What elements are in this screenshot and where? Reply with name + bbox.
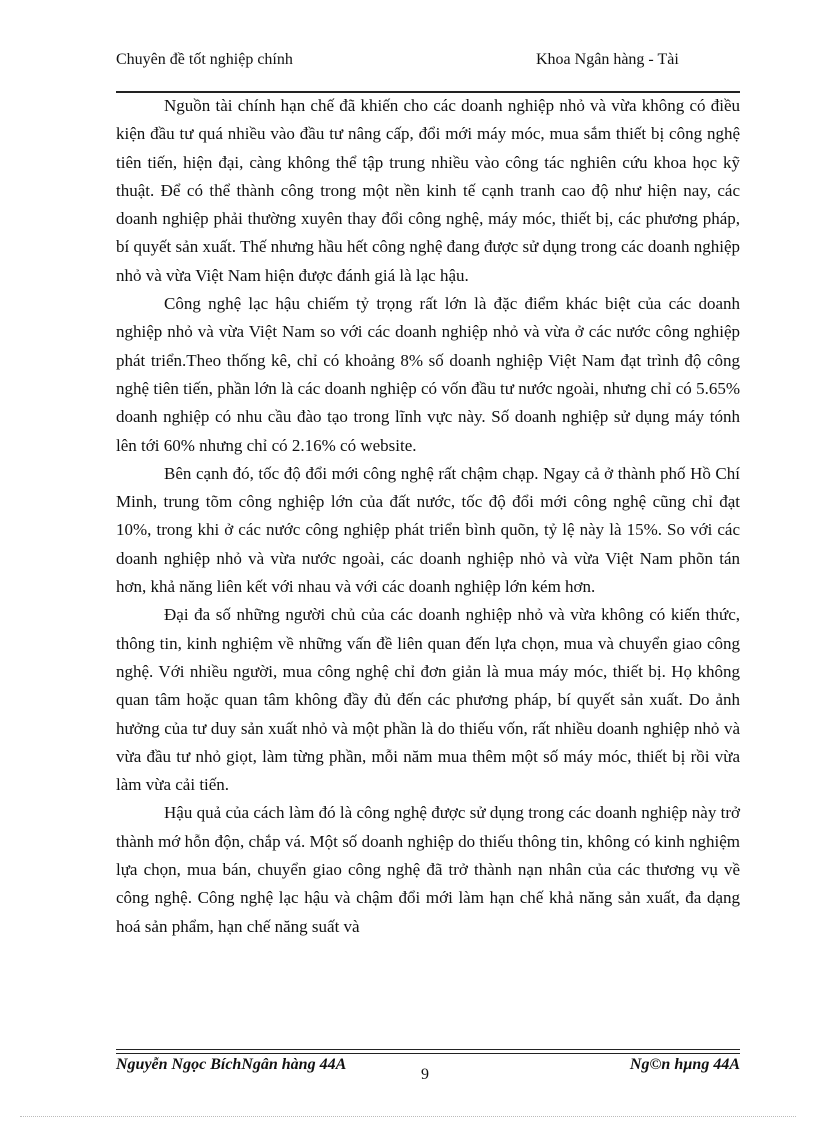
page-header <box>116 50 740 90</box>
footer-author: Nguyễn Ngọc BíchNgân hàng 44A <box>116 1056 347 1073</box>
paragraph: Nguồn tài chính hạn chế đã khiến cho các doanh nghiệp nhỏ và vừa không có điều kiện đầu tư quá nhiều vào đầu tư nâng cấp, đổi mới máy móc, mua sắm thiết bị công nghệ tiên tiến, hiện đại, càng không thể tập trung nhiều vào công tác nghiên cứu khoa học kỹ thuật. Để có thể thành công trong một nền kinh tế cạnh tranh cao độ như hiện nay, các doanh nghiệp phải thường xuyên thay đổi công nghệ, máy móc, thiết bị, các phương pháp, bí quyết sản xuất. Thế nhưng hầu hết công nghệ đang được sử dụng trong các doanh nghiệp nhỏ và vừa Việt Nam hiện được đánh giá là lạc hậu. <box>116 96 740 285</box>
footer-divider-top <box>116 1049 740 1050</box>
page-number: 9 <box>421 1066 429 1083</box>
header-left-title: Chuyên đề tốt nghiệp chính <box>116 51 293 68</box>
footer-right: Ng©n hµng 44A <box>629 1056 740 1073</box>
paragraph: Công nghệ lạc hậu chiếm tỷ trọng rất lớn là đặc điểm khác biệt của các doanh nghiệp nhỏ và vừa Việt Nam so với các doanh nghiệp nhỏ và vừa ở các nước công nghiệp phát triển.Theo thống kê, chỉ có khoảng 8% số doanh nghiệp Việt Nam đạt trình độ công nghệ tiên tiến, phần lớn là các doanh nghiệp có vốn đầu tư nước ngoài, nhưng chỉ có 5.65% doanh nghiệp có nhu cầu đào tạo trong lĩnh vực này. Số doanh nghiệp sử dụng máy tónh lên tới 60% nhưng chỉ có 2.16% có website. <box>116 294 740 455</box>
header-right-title: Khoa Ngân hàng - Tài <box>536 51 679 68</box>
page-edge-dotted-line <box>20 1116 796 1117</box>
paragraph: Đại đa số những người chủ của các doanh nghiệp nhỏ và vừa không có kiến thức, thông tin, kinh nghiệm về những vấn đề liên quan đến lựa chọn, mua và chuyển giao công nghệ. Với nhiều người, mua công nghệ chỉ đơn giản là mua máy móc, thiết bị. Họ không quan tâm hoặc quan tâm không đầy đủ đến các phương pháp, bí quyết sản xuất. Do ảnh hưởng của tư duy sản xuất nhỏ và một phần là do thiếu vốn, rất nhiều doanh nghiệp nhỏ và vừa đầu tư nhỏ giọt, làm từng phần, mỗi năm mua thêm một số máy móc, thiết bị rồi vừa làm vừa cải tiến. <box>116 605 740 795</box>
body-text <box>116 92 740 941</box>
paragraph: Bên cạnh đó, tốc độ đổi mới công nghệ rất chậm chạp. Ngay cả ở thành phố Hồ Chí Minh, trung tõm công nghiệp lớn của đất nước, tốc độ đổi mới công nghệ cũng chỉ đạt 10%, trong khi ở các nước công nghiệp phát triển bình quõn, tỷ lệ này là 15%. So với các doanh nghiệp nhỏ và vừa nước ngoài, các doanh nghiệp nhỏ và vừa Việt Nam phõn tán hơn, khả năng liên kết với nhau và với các doanh nghiệp lớn kém hơn. <box>116 463 740 597</box>
footer-divider-bottom <box>116 1053 740 1054</box>
paragraph: Hậu quả của cách làm đó là công nghệ được sử dụng trong các doanh nghiệp này trở thành mớ hỗn độn, chắp vá. Một số doanh nghiệp do thiếu thông tin, không có kinh nghiệm lựa chọn, mua bán, chuyển giao công nghệ đã trở thành nạn nhân của các thương vụ về công nghệ. Công nghệ lạc hậu và chậm đổi mới làm hạn chế khả năng sản xuất, đa dạng hoá sản phẩm, hạn chế năng suất và <box>116 803 740 936</box>
page-footer <box>116 1056 740 1086</box>
